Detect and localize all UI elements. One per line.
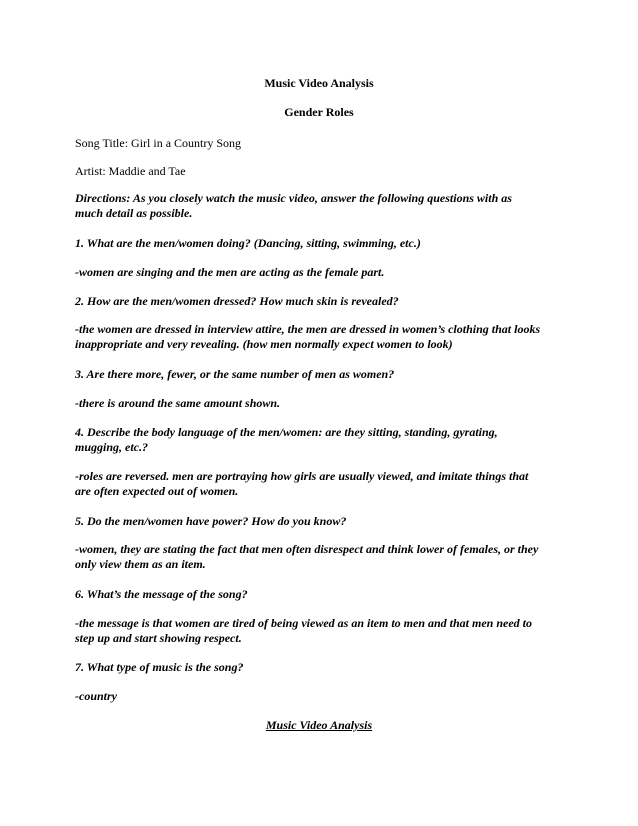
answer-7: -country [75, 689, 117, 703]
question-3: 3. Are there more, fewer, or the same number of men as women? [75, 367, 395, 381]
document-subtitle: Gender Roles [284, 105, 354, 119]
question-1: 1. What are the men/women doing? (Dancing, sitting, swimming, etc.) [75, 236, 421, 250]
question-4-line-2: mugging, etc.? [75, 440, 149, 454]
footer-title: Music Video Analysis [265, 718, 373, 732]
artist-line: Artist: Maddie and Tae [75, 164, 186, 178]
answer-1: -women are singing and the men are acting as the female part. [75, 265, 385, 279]
answer-6-line-1: -the message is that women are tired of being viewed as an item to men and that men need to [75, 616, 532, 630]
answer-6-line-2: step up and start showing respect. [75, 631, 242, 645]
answer-5-line-1: -women, they are stating the fact that men often disrespect and think lower of females, or they [75, 542, 539, 556]
answer-4-line-1: -roles are reversed. men are portraying how girls are usually viewed, and imitate things that [75, 469, 529, 483]
answer-5-line-2: only view them as an item. [75, 557, 206, 571]
answer-4-line-2: are often expected out of women. [75, 484, 239, 498]
question-4-line-1: 4. Describe the body language of the men/women: are they sitting, standing, gyrating, [75, 425, 498, 439]
answer-2-line-1: -the women are dressed in interview attire, the men are dressed in women’s clothing that looks [75, 322, 541, 336]
directions-line-1: Directions: As you closely watch the music video, answer the following questions with as [75, 191, 512, 205]
answer-3: -there is around the same amount shown. [75, 396, 281, 410]
answer-2-line-2: inappropriate and very revealing. (how men normally expect women to look) [75, 337, 453, 351]
question-5: 5. Do the men/women have power? How do you know? [75, 514, 347, 528]
question-6: 6. What’s the message of the song? [75, 587, 248, 601]
question-2: 2. How are the men/women dressed? How much skin is revealed? [75, 294, 399, 308]
document-title: Music Video Analysis [264, 76, 374, 90]
directions-line-2: much detail as possible. [75, 206, 193, 220]
song-title-line: Song Title: Girl in a Country Song [75, 136, 242, 150]
question-7: 7. What type of music is the song? [75, 660, 244, 674]
